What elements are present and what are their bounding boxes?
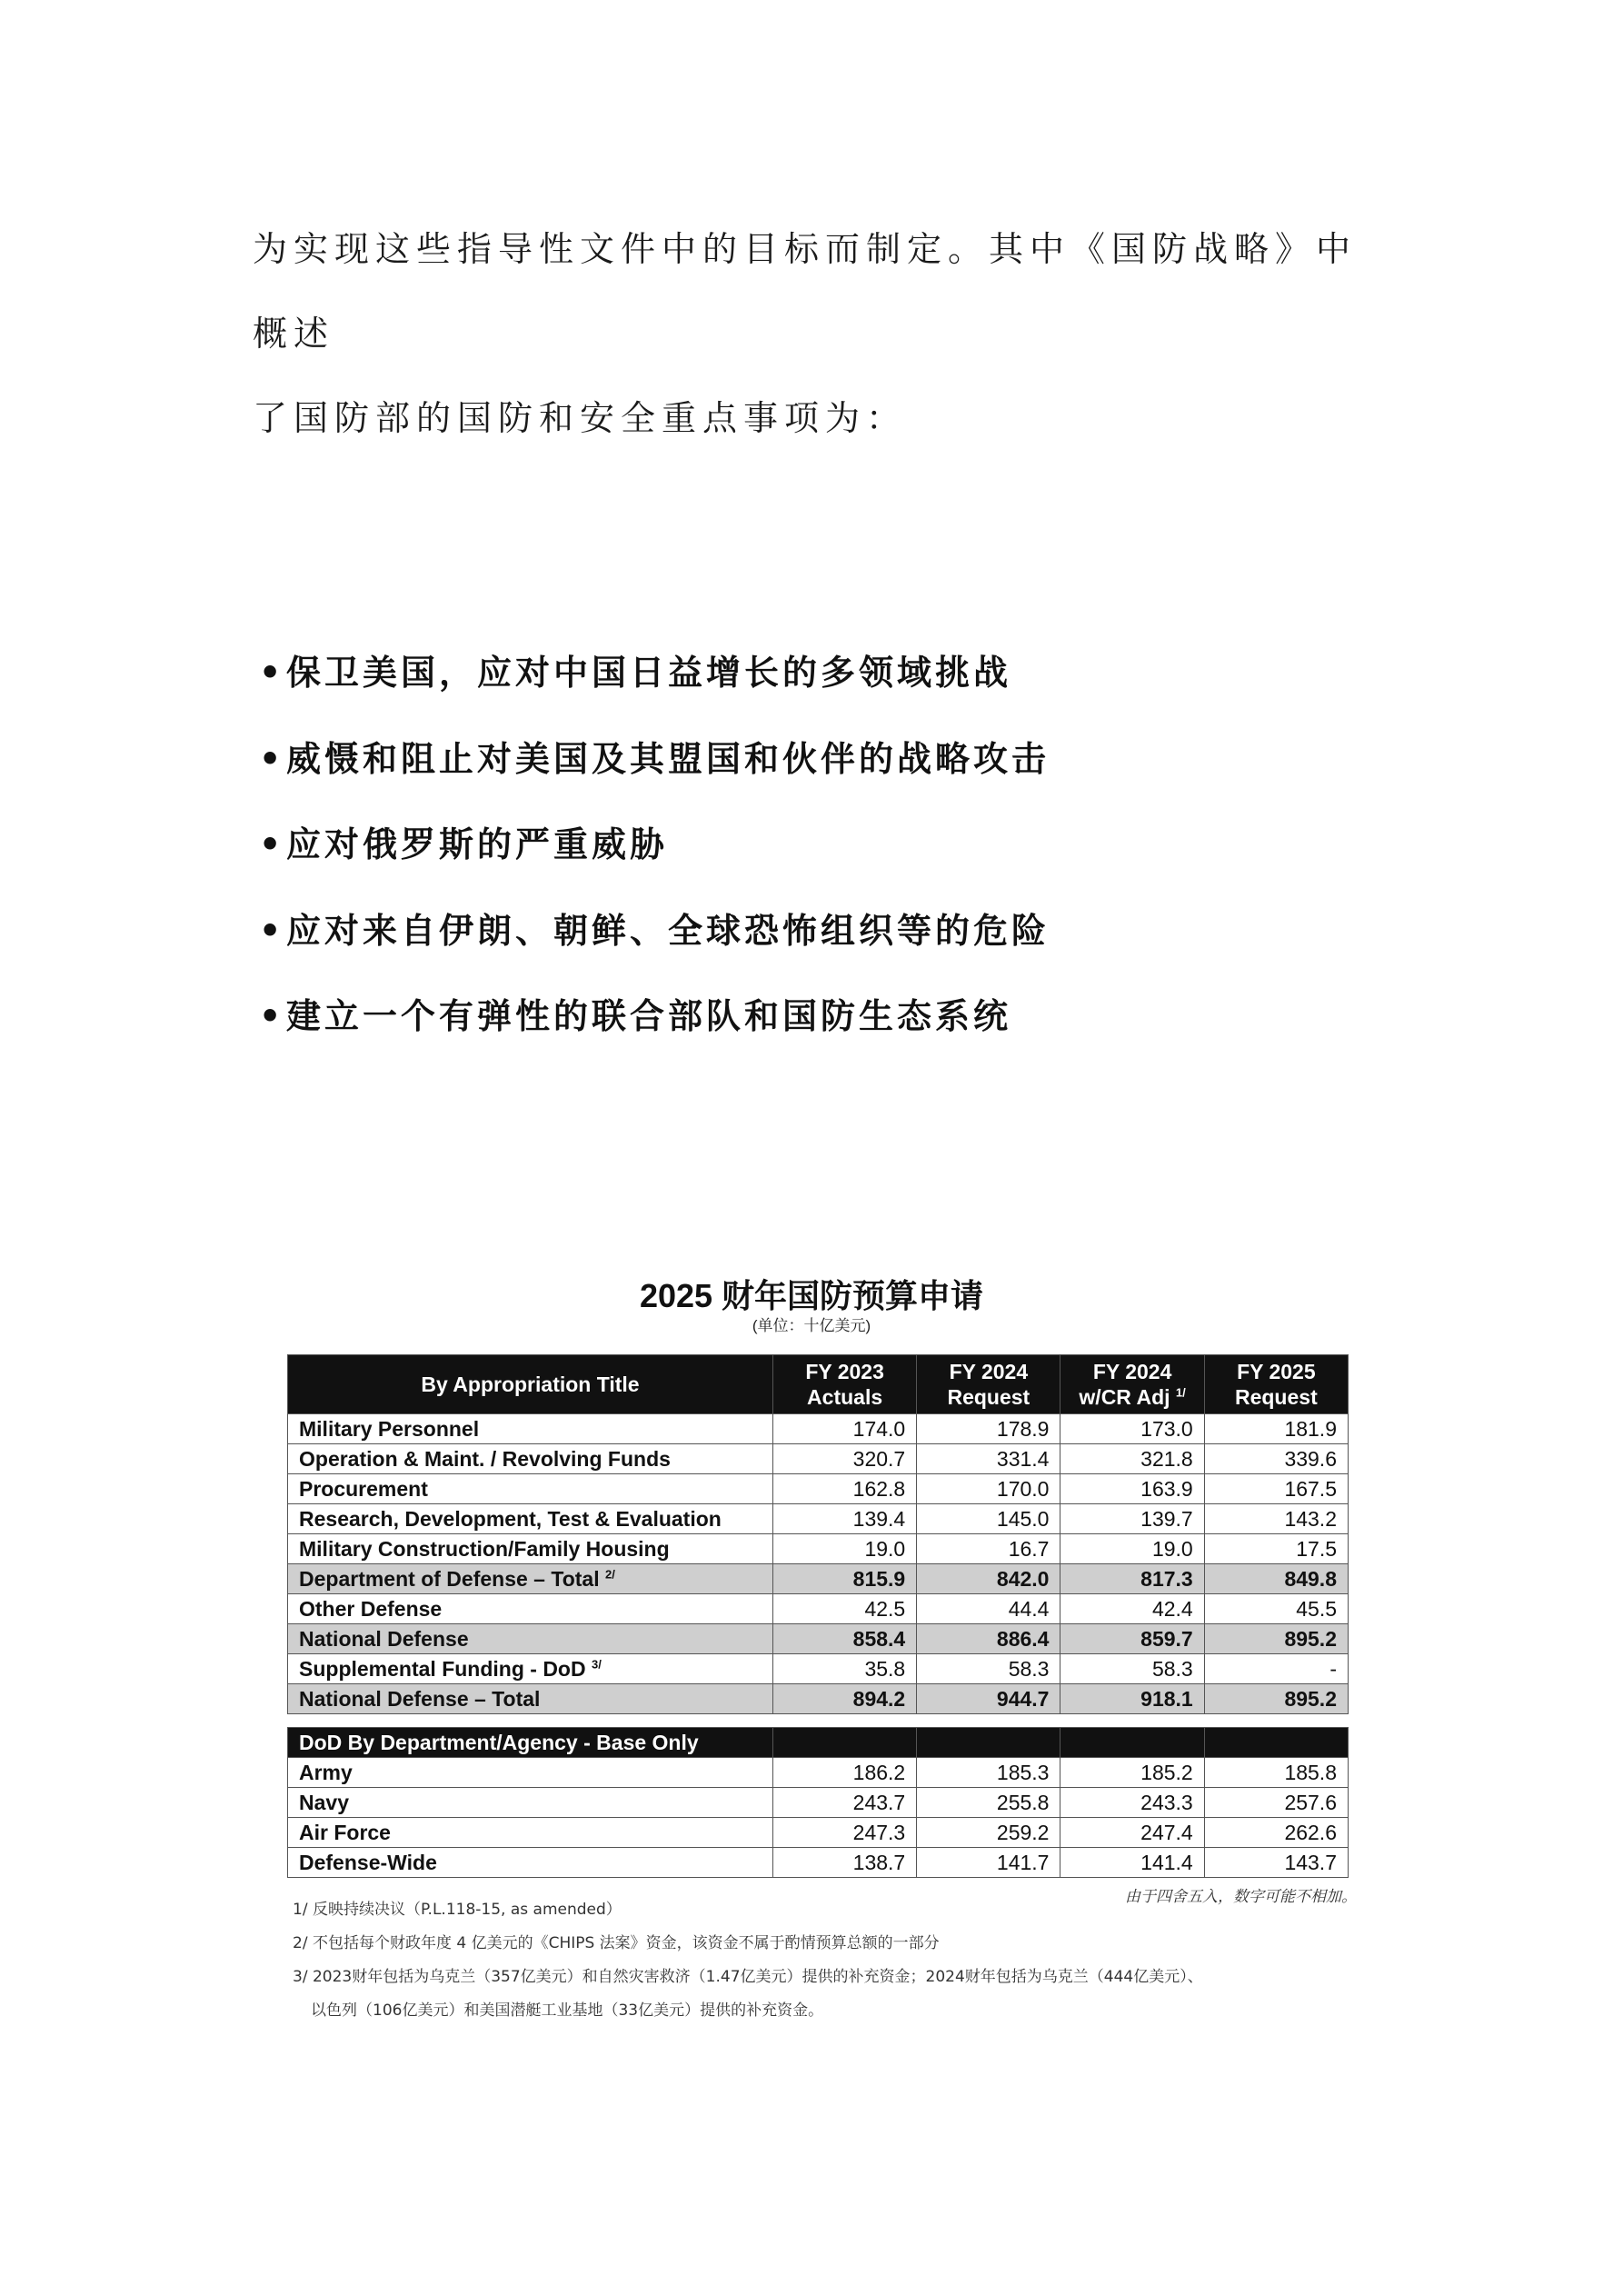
header-appropriation-title: By Appropriation Title [288, 1355, 773, 1414]
table-row: Air Force 247.3 259.2 247.4 262.6 [288, 1818, 1349, 1848]
priority-text: 应对来自伊朗、朝鲜、全球恐怖组织等的危险 [286, 910, 1050, 951]
table-row-subtotal: National Defense 858.4 886.4 859.7 895.2 [288, 1624, 1349, 1654]
footnote-2: 2/ 不包括每个财政年度 4 亿美元的《CHIPS 法案》资金，该资金不属于酌情预算总额的一部分 [293, 1934, 940, 1952]
priority-item [259, 888, 1440, 974]
section-title: DoD By Department/Agency - Base Only [288, 1728, 773, 1758]
priority-item [259, 802, 1440, 888]
footnote-1: 1/ 反映持续决议（P.L.118-15, as amended） [293, 1901, 622, 1919]
table-row: Procurement 162.8 170.0 163.9 167.5 [288, 1474, 1349, 1504]
budget-table [287, 1354, 1349, 1878]
footnotes [293, 1893, 1383, 2028]
table-unit: (单位：十亿美元) [752, 1317, 871, 1334]
priority-item [259, 716, 1440, 803]
priority-text: 建立一个有弹性的联合部队和国防生态系统 [286, 996, 1012, 1036]
table-row-total: National Defense – Total 894.2 944.7 918.1 895.2 [288, 1684, 1349, 1714]
table-row: Military Personnel 174.0 178.9 173.0 181.9 [288, 1414, 1349, 1444]
table-row: Army 186.2 185.3 185.2 185.8 [288, 1758, 1349, 1788]
table-row: Military Construction/Family Housing 19.0 16.7 19.0 17.5 [288, 1534, 1349, 1564]
priority-text: 保卫美国，应对中国日益增长的多领域挑战 [286, 653, 1012, 693]
table-row-subtotal: Department of Defense – Total $^{2/}$ 815.9 842.0 817.3 849.8 [288, 1564, 1349, 1594]
rounding-note: 由于四舍五入，数字可能不相加。 [1125, 1888, 1357, 1906]
table-row: Operation & Maint. / Revolving Funds 320.7 331.4 321.8 339.6 [288, 1444, 1349, 1474]
header-fy2025-request: FY 2025 Request [1204, 1355, 1348, 1414]
header-fy2024-cr-adj: FY 2024 w/CR Adj $^{1/}$ [1060, 1355, 1204, 1414]
footnote-3-continued: 以色列（106亿美元）和美国潜艇工业基地（33亿美元）提供的补充资金。 [311, 2002, 824, 2020]
priority-text: 威慑和阻止对美国及其盟国和伙伴的战略攻击 [286, 738, 1050, 779]
table-row: Research, Development, Test & Evaluation 139.4 145.0 139.7 143.2 [288, 1504, 1349, 1534]
table-spacer [288, 1714, 1349, 1728]
priority-list [259, 630, 1440, 1060]
priority-item [259, 973, 1440, 1060]
intro-line-2: 了国防部的国防和安全重点事项为： [253, 398, 908, 438]
header-fy2023-actuals: FY 2023 Actuals [772, 1355, 916, 1414]
bullet-dot-icon: • [259, 910, 285, 951]
bullet-dot-icon: • [259, 738, 285, 779]
table-header-row [288, 1355, 1349, 1414]
section-header-row [288, 1728, 1349, 1758]
header-fy2024-request: FY 2024 Request [917, 1355, 1060, 1414]
bullet-dot-icon: • [259, 653, 285, 693]
priority-item [259, 630, 1440, 716]
intro-line-1: 为实现这些指导性文件中的目标而制定。其中《国防战略》中概述 [253, 229, 1358, 354]
table-row: Other Defense 42.5 44.4 42.4 45.5 [288, 1594, 1349, 1624]
bullet-dot-icon: • [259, 824, 285, 864]
table-title: 2025 财年国防预算申请 [639, 1277, 984, 1314]
table-row: Navy 243.7 255.8 243.3 257.6 [288, 1788, 1349, 1818]
priority-text: 应对俄罗斯的严重威胁 [286, 824, 669, 864]
table-row: Defense-Wide 138.7 141.7 141.4 143.7 [288, 1848, 1349, 1878]
intro-paragraph [253, 207, 1389, 461]
footnote-3: 3/ 2023财年包括为乌克兰（357亿美元）和自然灾害救济（1.47亿美元）提供的补充资金；2024财年包括为乌克兰（444亿美元）、 [293, 1968, 1203, 1986]
table-row: Supplemental Funding - DoD $^{3/}$ 35.8 58.3 58.3 - [288, 1654, 1349, 1684]
bullet-dot-icon: • [259, 996, 285, 1036]
